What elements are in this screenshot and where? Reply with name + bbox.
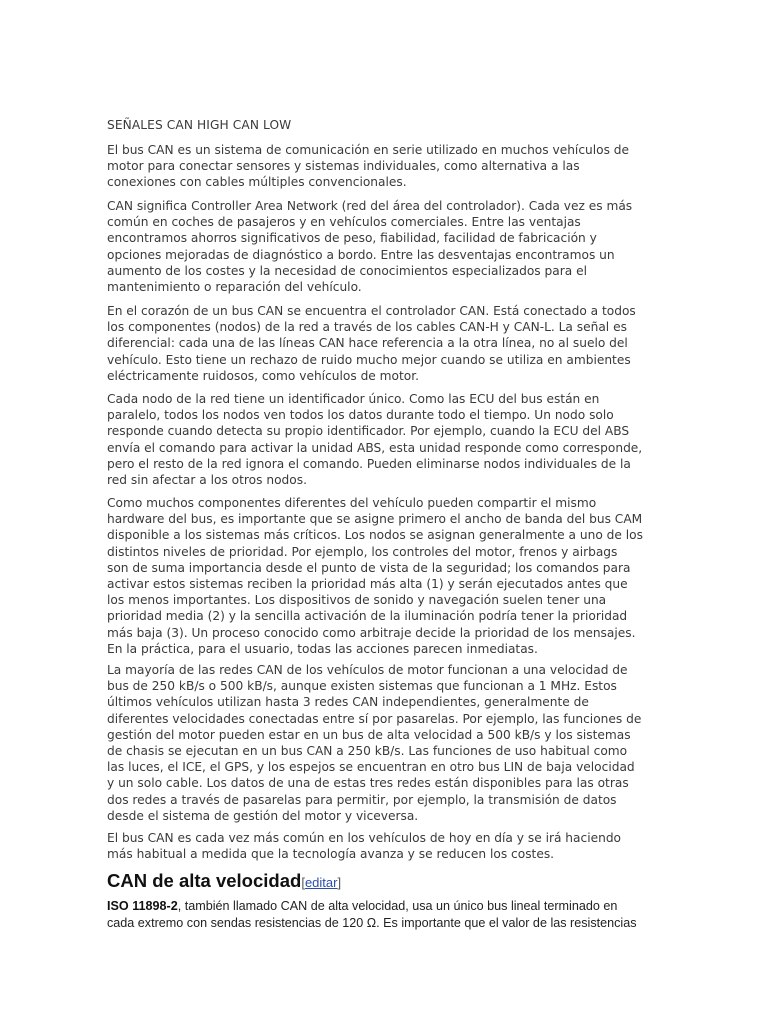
text-line: En el corazón de un bus CAN se encuentra el controlador CAN. Está conectado a todos	[107, 304, 636, 318]
text-line: paralelo, todos los nodos ven todos los datos durante todo el tiempo. Un nodo solo	[107, 408, 614, 423]
paragraph-definition	[107, 198, 663, 295]
text-line: La mayoría de las redes CAN de los vehículos de motor funcionan a una velocidad de	[107, 663, 628, 677]
section-heading-text: CAN de alta velocidad	[107, 870, 302, 891]
text-line	[107, 898, 667, 915]
text-line: envía el comando para activar la unidad ABS, esta unidad responde como corresponde,	[107, 440, 643, 455]
edit-section	[301, 875, 341, 890]
text-fragment: , también llamado CAN de alta velocidad, usa un único bus lineal terminado en	[177, 899, 618, 913]
text-line: activar estos sistemas reciben la prioridad más alta (1) y serán ejecutados antes que	[107, 577, 628, 592]
text-line: y un solo cable. Los datos de una de estas tres redes están disponibles para las otras	[107, 776, 629, 791]
document-title: SEÑALES CAN HIGH CAN LOW	[107, 118, 292, 132]
text-line: aumento de los costes y la necesidad de conocimientos especializados para el	[107, 263, 587, 278]
bold-term: ISO 11898-2	[107, 899, 178, 913]
paragraph-conclusion	[107, 830, 663, 862]
text-line: últimos vehículos utilizan hasta 3 redes CAN independientes, generalmente de	[107, 695, 589, 710]
text-line: opciones mejoradas de diagnóstico a bordo. Entre las desventajas encontramos un	[107, 247, 615, 262]
text-line: eléctricamente ruidosos, como vehículos de motor.	[107, 368, 420, 383]
text-line: más baja (3). Un proceso conocido como arbitraje decide la prioridad de los mensajes.	[107, 625, 636, 640]
text-line: más habitual a medida que la tecnología avanza y se reducen los costes.	[107, 847, 555, 862]
section-heading	[107, 870, 341, 892]
text-line: hardware del bus, es importante que se asigne primero el ancho de banda del bus CAM	[107, 512, 643, 527]
text-line: cada extremo con sendas resistencias de 120 Ω. Es importante que el valor de las resistencias	[107, 916, 637, 930]
edit-bracket-open: [	[301, 875, 305, 890]
text-line: disponible a los sistemas más críticos. Los nodos se asignan generalmente a uno de los	[107, 528, 643, 543]
text-line: encontramos ahorros significativos de peso, fiabilidad, facilidad de fabricación y	[107, 231, 597, 246]
text-line: mantenimiento o reparación del vehículo.	[107, 280, 362, 295]
text-line: prioridad media (2) y la sencilla activación de la iluminación podría tener la prioridad	[107, 609, 628, 624]
text-line: El bus CAN es cada vez más común en los vehículos de hoy en día y se irá haciendo	[107, 831, 622, 845]
edit-bracket-close: ]	[337, 875, 342, 890]
text-line: responde cuando detecta su propio identificador. Por ejemplo, cuando la ECU del ABS	[107, 424, 630, 439]
text-line: El bus CAN es un sistema de comunicación en serie utilizado en muchos vehículos de	[107, 143, 630, 157]
text-line: red sin afectar a los otros nodos.	[107, 473, 307, 488]
text-line: son de suma importancia desde el punto de vista de la seguridad; los comandos para	[107, 560, 631, 575]
text-line: los componentes (nodos) de la red a través de los cables CAN-H y CAN-L. La señal es	[107, 320, 627, 335]
text-line: Cada nodo de la red tiene un identificador único. Como las ECU del bus están en	[107, 392, 600, 406]
text-line: diferentes velocidades conectadas entre sí por pasarelas. Por ejemplo, las funciones de	[107, 711, 642, 726]
text-line: los menos importantes. Los dispositivos de sonido y navegación suelen tener una	[107, 593, 607, 608]
text-line: Como muchos componentes diferentes del vehículo pueden compartir el mismo	[107, 496, 597, 510]
text-line: desde el sistema de gestión del motor y viceversa.	[107, 808, 419, 823]
text-line: las luces, el ICE, el GPS, y los espejos se encuentran en otro bus LIN de baja velocidad	[107, 760, 635, 775]
text-line: gestión del motor pueden estar en un bus de alta velocidad a 500 kB/s y los sistemas	[107, 727, 631, 742]
text-line: común en coches de pasajeros y en vehículos comerciales. Entre las ventajas	[107, 215, 581, 230]
text-line: diferencial: cada una de las líneas CAN hace referencia a la otra línea, no al suelo del	[107, 336, 628, 351]
paragraph-intro	[107, 142, 663, 191]
text-line: motor para conectar sensores y sistemas individuales, como alternativa a las	[107, 159, 580, 174]
text-line: conexiones con cables múltiples convencionales.	[107, 175, 407, 190]
text-line: bus de 250 kB/s o 500 kB/s, aunque existen sistemas que funcionan a 1 MHz. Estos	[107, 679, 617, 694]
text-line: CAN significa Controller Area Network (red del área del controlador). Cada vez es más	[107, 199, 633, 213]
paragraph-priority	[107, 495, 663, 657]
paragraph-nodes	[107, 391, 663, 488]
edit-link[interactable]: editar	[304, 875, 338, 890]
text-line: distintos niveles de prioridad. Por ejemplo, los controles del motor, frenos y airbags	[107, 544, 618, 559]
paragraph-speeds	[107, 662, 663, 824]
text-line: pero el resto de la red ignora el comando. Pueden eliminarse nodos individuales de la	[107, 456, 631, 471]
paragraph-controller	[107, 303, 663, 384]
text-line: dos redes a través de pasarelas para permitir, por ejemplo, la transmisión de datos	[107, 792, 617, 807]
text-line: de chasis se ejecutan en un bus CAN a 250 kB/s. Las funciones de uso habitual como	[107, 744, 628, 759]
text-line: vehículo. Esto tiene un rechazo de ruido mucho mejor cuando se utiliza en ambientes	[107, 352, 631, 367]
text-line: En la práctica, para el usuario, todas las acciones parecen inmediatas.	[107, 641, 538, 656]
section-paragraph	[107, 898, 667, 932]
